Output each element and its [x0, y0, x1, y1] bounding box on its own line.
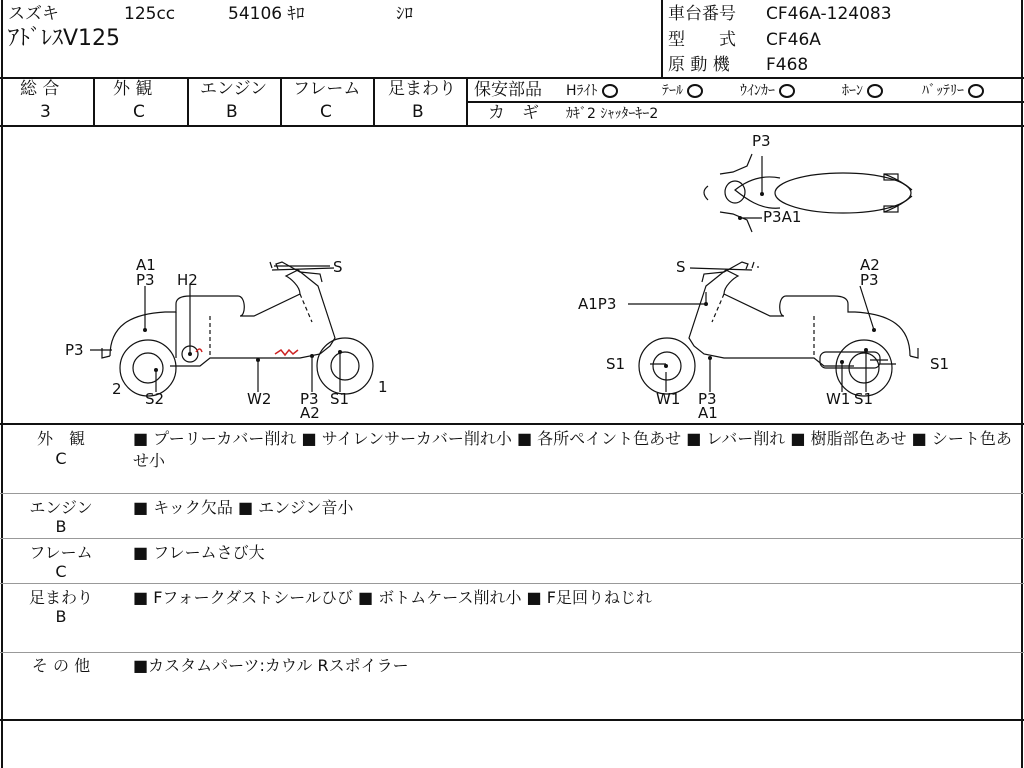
label-left-s1: S1 [330, 390, 350, 408]
label-right-s1-rear: S1 [930, 355, 950, 373]
note-frame [0, 539, 1024, 583]
safety-parts-label: 保安部品 [474, 80, 542, 100]
safety-key-rule [466, 101, 1024, 103]
label-right-a2: A2 [860, 256, 880, 274]
model-type-value: CF46A [766, 30, 821, 50]
header-bottom-rule [0, 77, 1024, 79]
rating-overall-label: 総 合 [20, 79, 60, 99]
label-right-w1-rear: W1 [826, 390, 851, 408]
note-engine-label: エンジン [29, 498, 93, 517]
label-right-s: S [676, 258, 686, 276]
note-exterior-grade: C [55, 449, 67, 468]
safety-item-winker: ｳｲﾝｶｰ [740, 84, 795, 98]
safety-item-headlight: Hﾗｲﾄ [566, 84, 618, 98]
color: ｼﾛ [396, 4, 413, 24]
rating-chassis-label: 足まわり [388, 79, 456, 99]
label-right-p3-lower: P3 [698, 390, 717, 408]
engine-code-value: F468 [766, 55, 809, 75]
label-left-2: 2 [112, 380, 122, 398]
damage-diagram [0, 126, 1024, 423]
maker: スズキ [8, 4, 59, 24]
label-right-s1-lower: S1 [854, 390, 874, 408]
label-left-p3-lower: P3 [300, 390, 319, 408]
rating-div-2 [187, 77, 189, 126]
note-other-text: ■カスタムパーツ:カウル Rスポイラー [133, 656, 409, 675]
rating-frame-value: C [320, 102, 332, 122]
rating-div-4 [373, 77, 375, 126]
label-left-a1: A1 [136, 256, 156, 274]
chassis-number-value: CF46A-124083 [766, 4, 892, 24]
ok-circle-icon [867, 84, 883, 98]
key-value: ｶｷﾞ2 ｼｬｯﾀｰｷｰ2 [566, 106, 659, 122]
mileage: 54106 ｷﾛ [228, 4, 305, 24]
label-left-h2: H2 [177, 271, 198, 289]
ok-circle-icon [779, 84, 795, 98]
note-chassis-grade: B [55, 607, 67, 626]
label-left-p3: P3 [136, 271, 155, 289]
rating-engine-value: B [226, 102, 238, 122]
note-engine [0, 494, 1024, 538]
chassis-number-label: 車台番号 [668, 4, 736, 24]
rating-overall-value: 3 [40, 102, 51, 122]
label-left-w2: W2 [247, 390, 272, 408]
label-right-a1p3: A1P3 [578, 295, 617, 313]
notes-bottom-rule [0, 719, 1024, 721]
note-exterior-label: 外 観 [36, 429, 85, 448]
ok-circle-icon [968, 84, 984, 98]
note-frame-label: フレーム [29, 543, 93, 562]
note-other-label: そ の 他 [31, 656, 91, 675]
note-frame-text: ■ フレームさび大 [133, 543, 265, 562]
note-chassis [0, 584, 1024, 652]
model-name: ｱﾄﾞﾚｽV125 [8, 26, 121, 51]
label-top-p3: P3 [752, 132, 771, 150]
rating-exterior-value: C [133, 102, 145, 122]
note-engine-grade: B [55, 517, 67, 536]
note-exterior-text: ■ プーリーカバー削れ ■ サイレンサーカバー削れ小 ■ 各所ペイント色あせ ■ レバー削れ ■ 樹脂部色あせ ■ シート色あせ小 [133, 429, 1012, 470]
rating-chassis-value: B [412, 102, 424, 122]
ok-circle-icon [602, 84, 618, 98]
safety-item-tail: ﾃｰﾙ [662, 84, 703, 98]
note-engine-text: ■ キック欠品 ■ エンジン音小 [133, 498, 354, 517]
label-left-p3-front: P3 [65, 341, 84, 359]
label-top-p3a1: P3A1 [763, 208, 802, 226]
label-left-s: S [333, 258, 343, 276]
label-left-a2: A2 [300, 404, 320, 422]
key-label: カ ギ [488, 103, 539, 123]
rating-div-3 [280, 77, 282, 126]
rating-frame-label: フレーム [293, 79, 361, 99]
note-chassis-label: 足まわり [28, 588, 93, 607]
safety-item-battery: ﾊﾞｯﾃﾘｰ [922, 84, 984, 98]
engine-code-label: 原 動 機 [668, 55, 730, 75]
label-right-a1: A1 [698, 404, 718, 422]
note-chassis-text: ■ Fフォークダストシールひび ■ ボトムケース削れ小 ■ F足回りねじれ [133, 588, 652, 607]
rating-div-1 [93, 77, 95, 126]
label-right-w1: W1 [656, 390, 681, 408]
label-right-s1-front: S1 [606, 355, 626, 373]
safety-item-horn: ﾎｰﾝ [842, 84, 883, 98]
ok-circle-icon [687, 84, 703, 98]
label-left-1: 1 [378, 378, 388, 396]
scooter-top-view [704, 154, 912, 232]
label-right-p3: P3 [860, 271, 879, 289]
rating-exterior-label: 外 観 [113, 79, 153, 99]
rating-engine-label: エンジン [200, 79, 268, 99]
note-exterior [0, 424, 1024, 494]
note-frame-grade: C [55, 562, 67, 581]
header-divider [661, 0, 663, 78]
displacement: 125cc [124, 4, 176, 24]
label-left-s2: S2 [145, 390, 165, 408]
damage-scratch-mark [275, 350, 298, 355]
model-type-label: 型 式 [668, 30, 736, 50]
note-other [0, 653, 1024, 719]
